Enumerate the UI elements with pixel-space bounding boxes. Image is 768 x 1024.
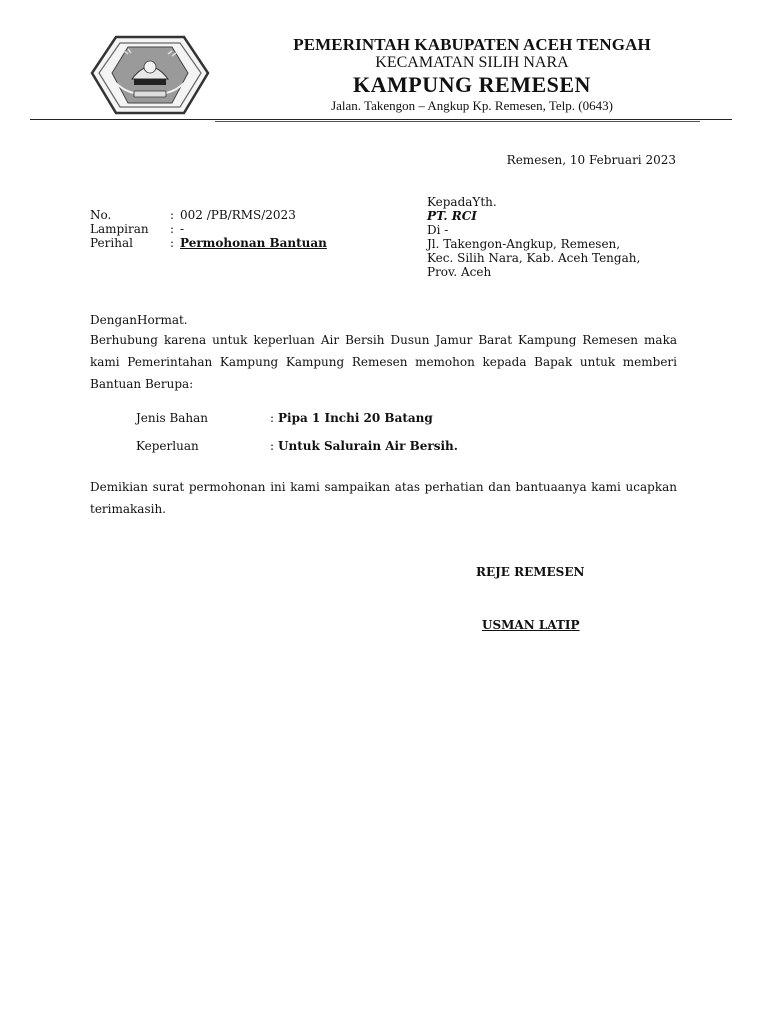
emblem-logo-icon	[88, 33, 212, 117]
meta-perihal-value: Permohonan Bantuan	[180, 236, 327, 250]
body-paragraph: Berhubung karena untuk keperluan Air Bersih Dusun Jamur Barat Kampung Remesen maka kami Pemerintahan Kampung Kampung Remesen memohon kepada Bapak untuk memberi Bantuan Berupa:	[90, 333, 677, 391]
letterhead-divider-thin	[215, 121, 700, 122]
item-colon: :	[270, 411, 275, 425]
meta-colon: :	[170, 208, 175, 222]
item-colon: :	[270, 439, 275, 453]
item-value: Untuk Salurain Air Bersih.	[278, 439, 458, 453]
meta-no-label: No.	[90, 208, 112, 222]
meta-colon: :	[170, 222, 175, 236]
letterhead-government: PEMERINTAH KABUPATEN ACEH TENGAH	[293, 35, 651, 54]
letter-date: Remesen, 10 Februari 2023	[506, 153, 676, 167]
recipient-address-line: Prov. Aceh	[427, 265, 492, 279]
letterhead-district: KECAMATAN SILIH NARA	[375, 54, 569, 71]
recipient-name: PT. RCI	[427, 209, 477, 223]
letterhead-village: KAMPUNG REMESEN	[353, 72, 591, 97]
recipient-di: Di -	[427, 223, 449, 237]
meta-colon: :	[170, 236, 175, 250]
signature-name: USMAN LATIP	[482, 618, 580, 632]
recipient-address-line: Jl. Takengon-Angkup, Remesen,	[427, 237, 621, 251]
recipient-salutation: KepadaYth.	[427, 195, 497, 209]
greeting: DenganHormat.	[90, 313, 188, 327]
letterhead-address: Jalan. Takengon – Angkup Kp. Remesen, Telp. (0643)	[331, 98, 613, 113]
meta-lampiran-label: Lampiran	[90, 222, 149, 236]
meta-lampiran-value: -	[180, 222, 185, 236]
closing-paragraph: Demikian surat permohonan ini kami sampaikan atas perhatian dan bantuaanya kami ucapkan terimakasih.	[90, 480, 677, 516]
letterhead-divider	[30, 119, 732, 120]
item-value: Pipa 1 Inchi 20 Batang	[278, 411, 433, 425]
item-label: Keperluan	[136, 439, 199, 453]
item-label: Jenis Bahan	[136, 411, 209, 425]
signature-title: REJE REMESEN	[476, 565, 585, 579]
recipient-address-line: Kec. Silih Nara, Kab. Aceh Tengah,	[427, 251, 641, 265]
meta-no-value: 002 /PB/RMS/2023	[180, 208, 296, 222]
meta-perihal-label: Perihal	[90, 236, 133, 250]
